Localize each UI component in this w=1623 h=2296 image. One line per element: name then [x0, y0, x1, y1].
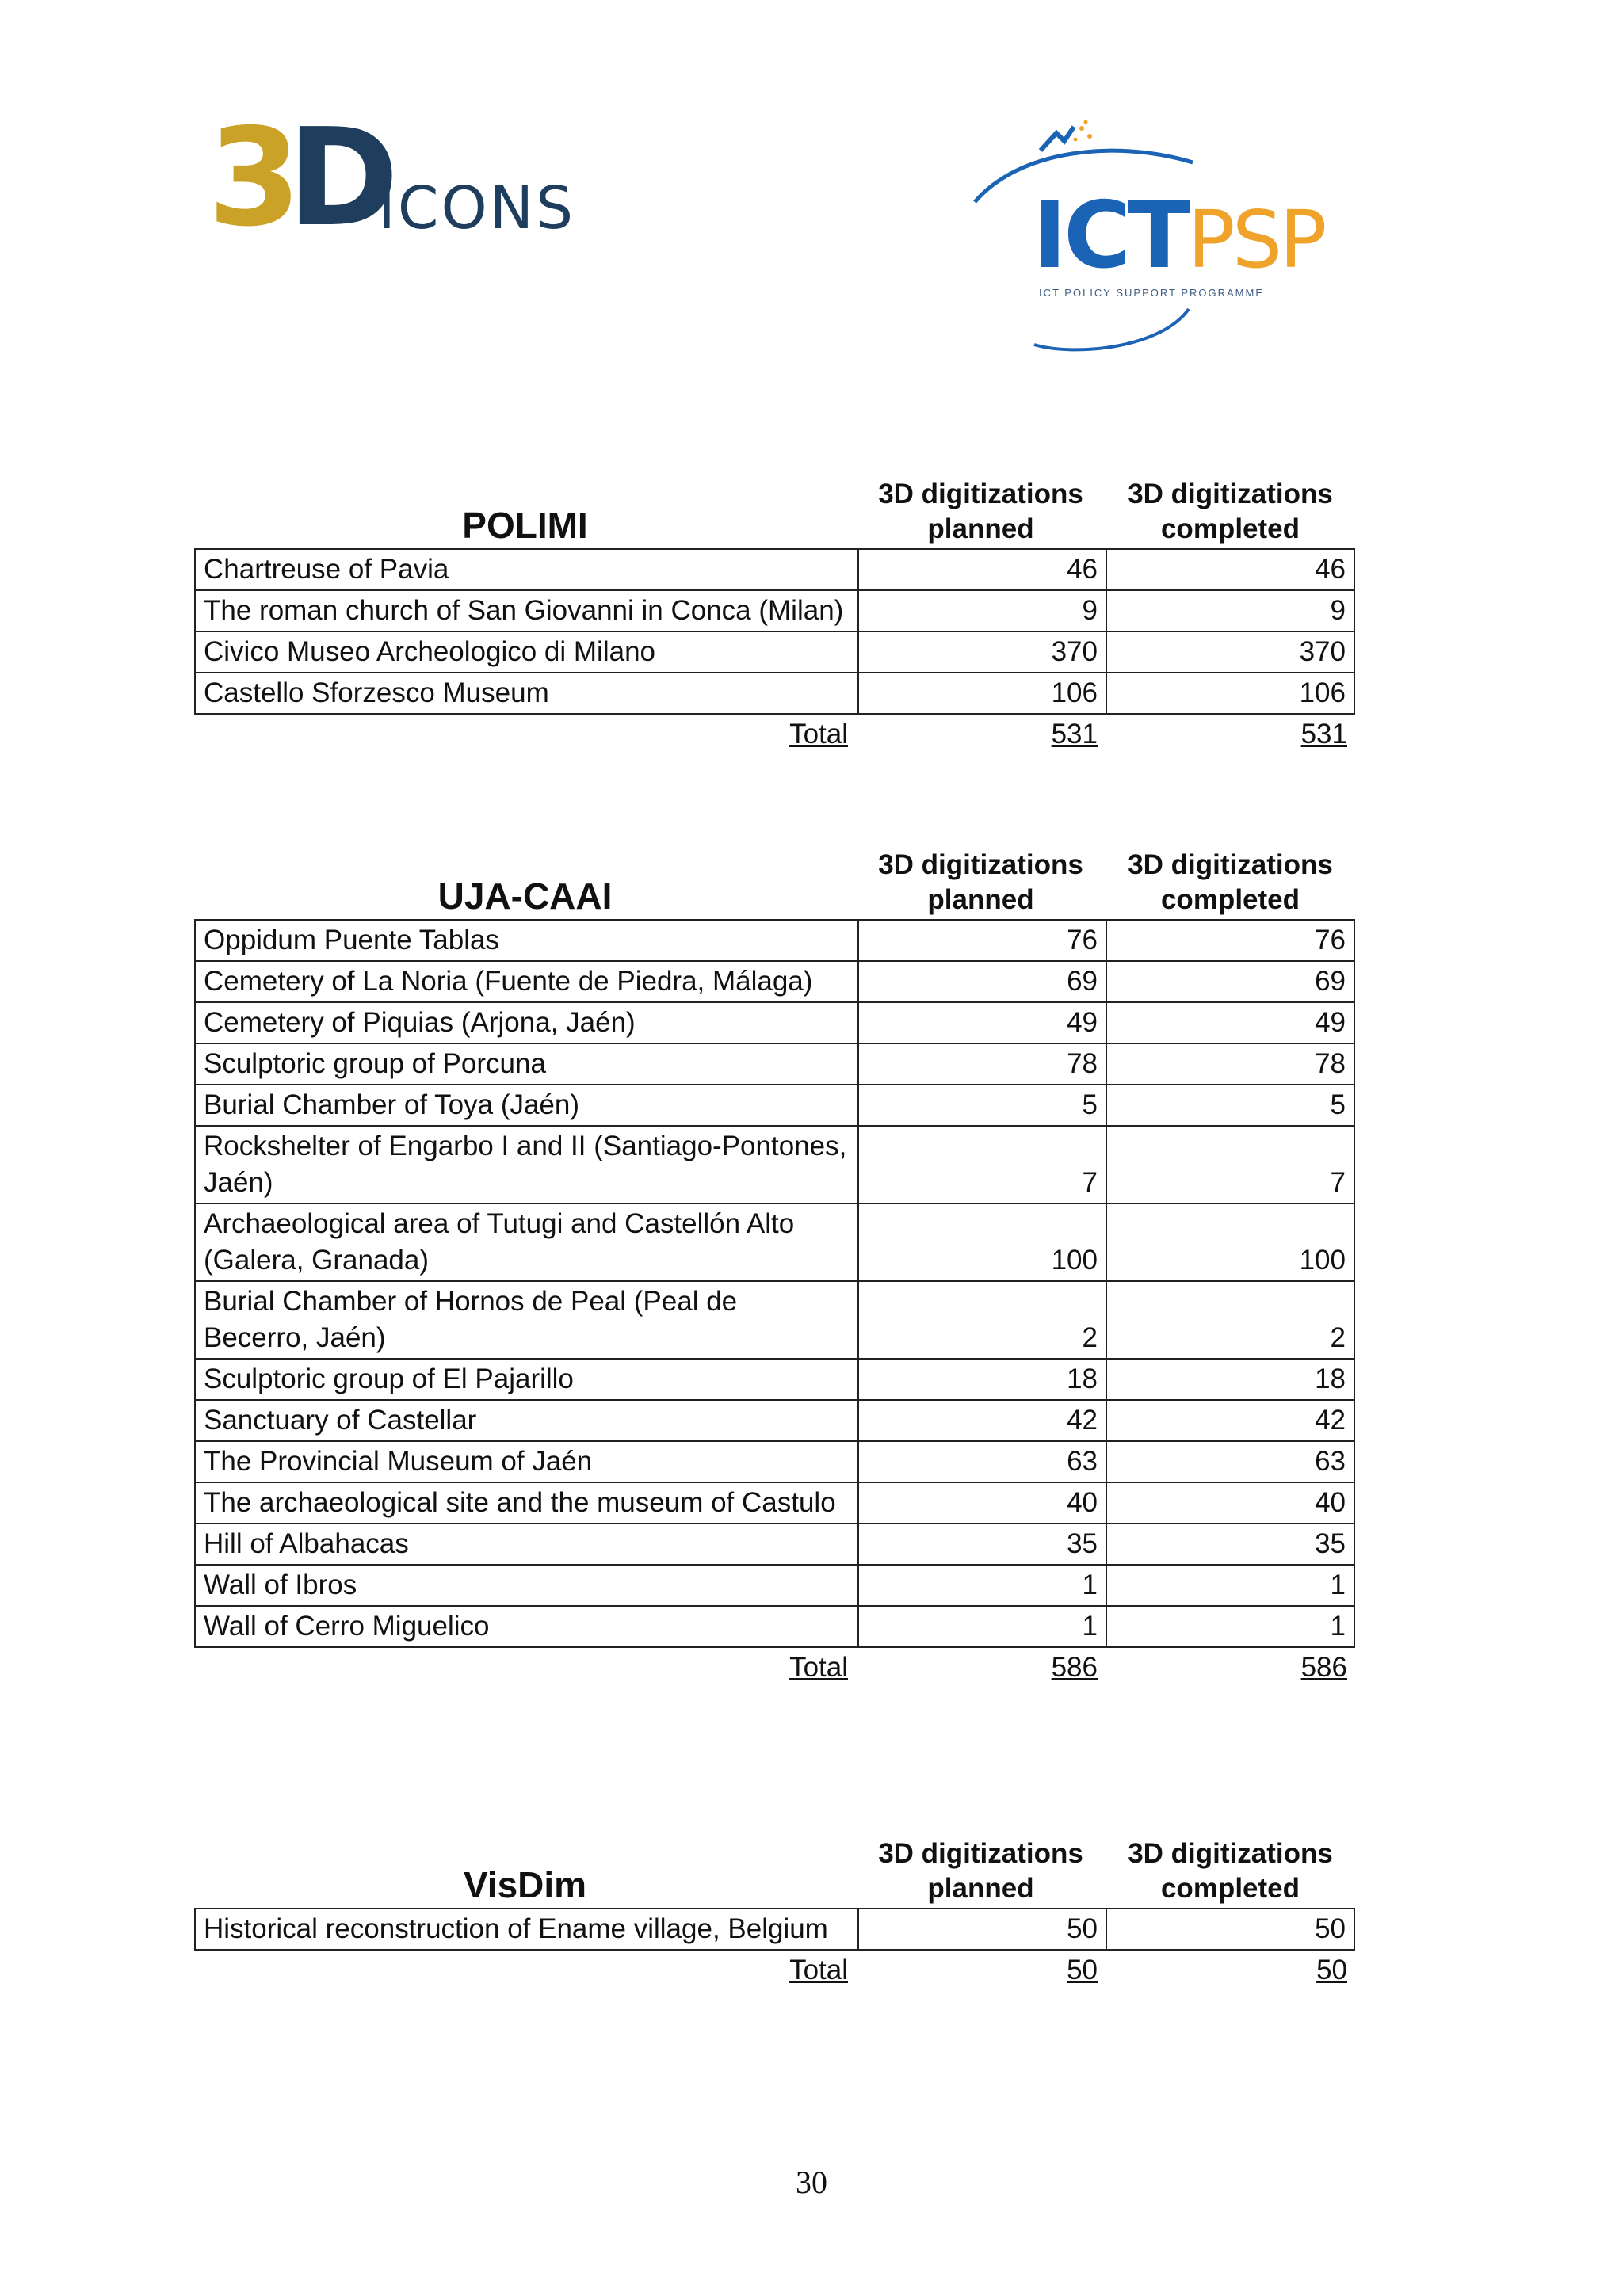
- ict-tagline: ICT POLICY SUPPORT PROGRAMME: [1038, 287, 1265, 299]
- table-row: Sculptoric group of Porcuna 78 78: [195, 1043, 1354, 1085]
- total-completed: 531: [1300, 719, 1347, 749]
- total-planned: 50: [1067, 1955, 1098, 1985]
- table-header: [194, 1829, 1355, 1908]
- digitization-table: [194, 1908, 1355, 1951]
- table-header: [194, 840, 1355, 919]
- table-row: The roman church of San Giovanni in Conca (Milan) 9 9: [195, 590, 1354, 631]
- total-planned: 586: [1051, 1652, 1098, 1683]
- table-block-polimi: [194, 469, 1355, 754]
- partner-name: VisDim: [463, 1864, 587, 1905]
- table-header: [194, 469, 1355, 548]
- digitization-table: [194, 919, 1355, 1648]
- planned-header: 3D digitizations planned: [878, 479, 1083, 544]
- table-row: Sculptoric group of El Pajarillo 18 18: [195, 1359, 1354, 1400]
- total-planned: 531: [1051, 719, 1098, 749]
- digitization-table: [194, 548, 1355, 715]
- page-number: 30: [796, 2164, 827, 2200]
- partner-name: UJA-CAAI: [437, 875, 613, 917]
- planned-header: 3D digitizations planned: [878, 1838, 1083, 1904]
- table-row: Castello Sforzesco Museum 106 106: [195, 673, 1354, 714]
- partner-name: POLIMI: [462, 505, 588, 546]
- 3d-mark: 3D: [208, 100, 385, 257]
- 3d-icons-logo: [208, 100, 588, 257]
- table-row: Wall of Ibros 1 1: [195, 1565, 1354, 1606]
- table-row: Cemetery of La Noria (Fuente de Piedra, Málaga) 69 69: [195, 961, 1354, 1002]
- table-row: Burial Chamber of Hornos de Peal (Peal de Becerro, Jaén) 2 2: [195, 1281, 1354, 1359]
- total-label: Total: [789, 719, 848, 749]
- completed-header: 3D digitizations completed: [1128, 1838, 1333, 1904]
- total-label: Total: [789, 1652, 848, 1683]
- table-row: Civico Museo Archeologico di Milano 370 370: [195, 631, 1354, 673]
- planned-header: 3D digitizations planned: [878, 849, 1083, 915]
- total-row: [194, 1951, 1355, 1990]
- total-completed: 50: [1316, 1955, 1347, 1985]
- ict-psp-wordmark: ICTPSP: [1033, 182, 1324, 289]
- total-row: [194, 715, 1355, 754]
- table-row: The archaeological site and the museum of Castulo 40 40: [195, 1482, 1354, 1524]
- completed-header: 3D digitizations completed: [1128, 479, 1333, 544]
- table-row: The Provincial Museum of Jaén 63 63: [195, 1441, 1354, 1482]
- completed-header: 3D digitizations completed: [1128, 849, 1333, 915]
- total-row: [194, 1648, 1355, 1688]
- table-row: Hill of Albahacas 35 35: [195, 1524, 1354, 1565]
- table-row: Chartreuse of Pavia 46 46: [195, 549, 1354, 590]
- table-block-uja-caai: [194, 840, 1355, 1688]
- table-row: Sanctuary of Castellar 42 42: [195, 1400, 1354, 1441]
- total-label: Total: [789, 1955, 848, 1985]
- ict-psp-logo: [963, 119, 1327, 372]
- table-block-visdim: [194, 1829, 1355, 1990]
- table-row: Historical reconstruction of Ename village, Belgium 50 50: [195, 1909, 1354, 1950]
- table-row: Cemetery of Piquias (Arjona, Jaén) 49 49: [195, 1002, 1354, 1043]
- table-row: Rockshelter of Engarbo I and II (Santiago-Pontones, Jaén) 7 7: [195, 1126, 1354, 1203]
- table-row: Oppidum Puente Tablas 76 76: [195, 920, 1354, 961]
- table-row: Archaeological area of Tutugi and Castellón Alto (Galera, Granada) 100 100: [195, 1203, 1354, 1281]
- total-completed: 586: [1300, 1652, 1347, 1683]
- table-row: Wall of Cerro Miguelico 1 1: [195, 1606, 1354, 1647]
- icons-wordmark: ICONS: [378, 174, 576, 242]
- table-row: Burial Chamber of Toya (Jaén) 5 5: [195, 1085, 1354, 1126]
